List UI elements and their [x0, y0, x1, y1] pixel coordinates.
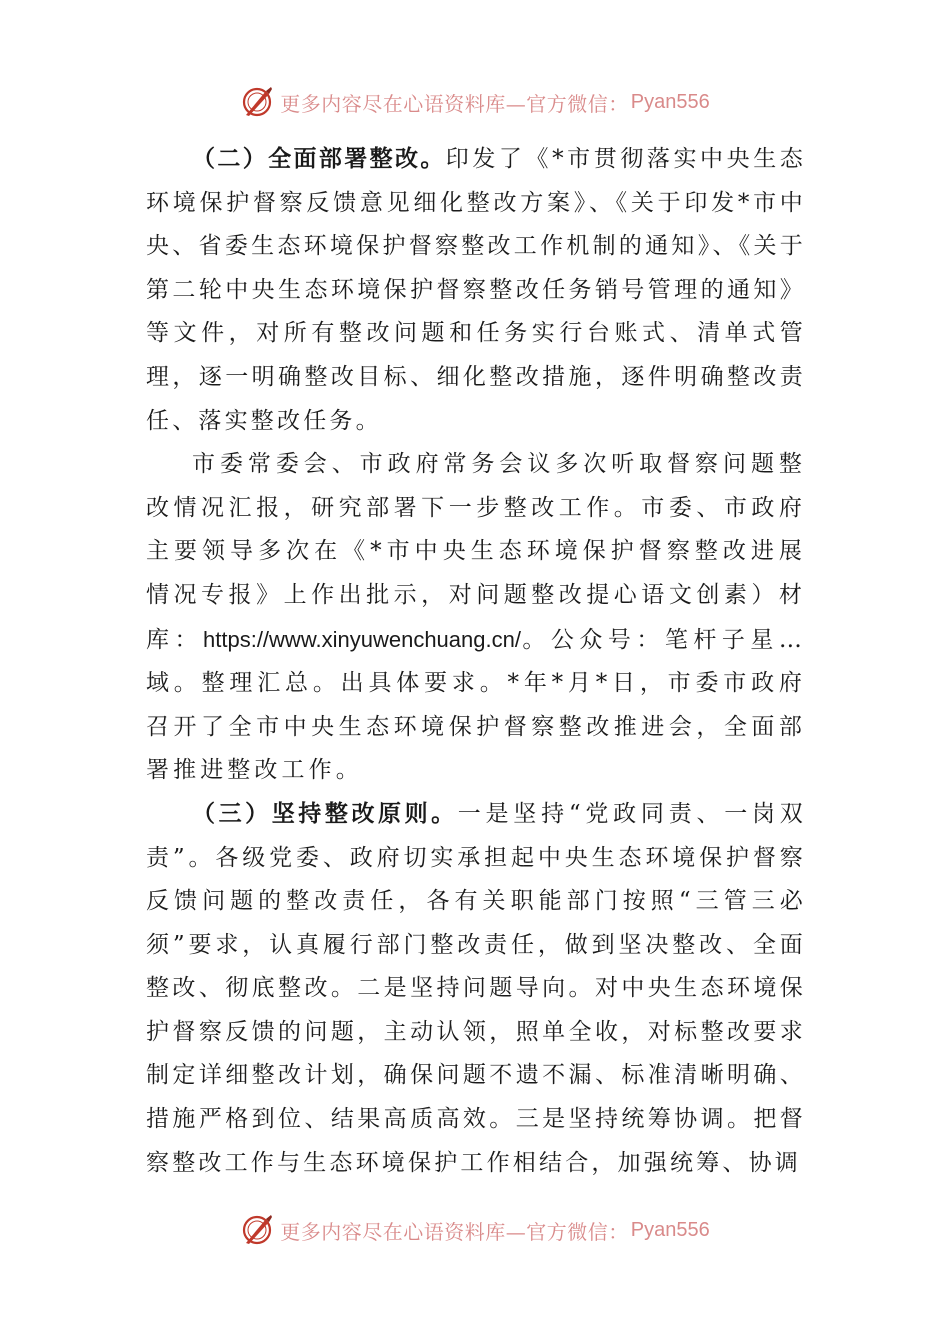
paragraph-standing-committee: [146, 443, 806, 793]
paragraph-rectification-principles: [146, 793, 806, 1185]
watermark-wechat-id: Pyan556: [630, 90, 710, 113]
source-url: https://www.xinyuwenchuang.cn/: [203, 626, 521, 652]
watermark-text: 更多内容尽在心语资料库—官方微信：: [280, 91, 629, 116]
section-heading-two: （二）全面部署整改。: [192, 146, 446, 172]
watermark-text: 更多内容尽在心语资料库—官方微信：: [280, 1219, 629, 1244]
paragraph-text: 印发了《*市贯彻落实中央生态环境保护督察反馈意见细化整改方案》、《关于印发*市中央、省委生态环境保护督察整改工作机制的通知》、《关于第二轮中央生态环境保护督察整改任务销号管理的通知》等文件，对所有整改问题和任务实行台账式、清单式管理，逐一明确整改目标、细化整改措施，逐件明确整改责任、落实整改任务。: [146, 146, 806, 434]
section-heading-three: （三）坚持整改原则。: [192, 800, 458, 827]
quill-pen-seal-icon: [240, 1213, 274, 1247]
watermark-banner-top: [0, 82, 950, 122]
paragraph-text: 一是坚持“党政同责、一岗双责”。各级党委、政府切实承担起中央生态环境保护督察反馈问题的整改责任，各有关职能部门按照“三管三必须”要求，认真履行部门整改责任，做到坚决整改、全面整改、彻底整改。二是坚持问题导向。对中央生态环境保护督察反馈的问题，主动认领，照单全收，对标整改要求制定详细整改计划，确保问题不遗不漏、标准清晰明确、措施严格到位、结果高质高效。三是坚持统筹协调。把督察整改工作与生态环境保护工作相结合，加强统筹、协调: [146, 800, 807, 1176]
watermark-wechat-id: Pyan556: [630, 1218, 710, 1241]
watermark-banner-bottom: [0, 1210, 950, 1250]
paragraph-deploy-rectification: [146, 138, 806, 443]
quill-pen-seal-icon: [240, 85, 274, 119]
document-body: [146, 138, 806, 1185]
paragraph-text: 市委常委会、市政府常务会议多次听取督察问题整改情况汇报，研究部署下一步整改工作。市委、市政府主要领导多次在《*市中央生态环境保护督察整改进展情况专报》上作出批示，对问题整改提心语文创素）材库：: [146, 451, 806, 653]
paragraph-text: 。公众号：笔杆子星…域。整理汇总。出具体要求。*年*月*日，市委市政府召开了全市中央生态环境保护督察整改推进会，全面部署推进整改工作。: [146, 626, 807, 784]
